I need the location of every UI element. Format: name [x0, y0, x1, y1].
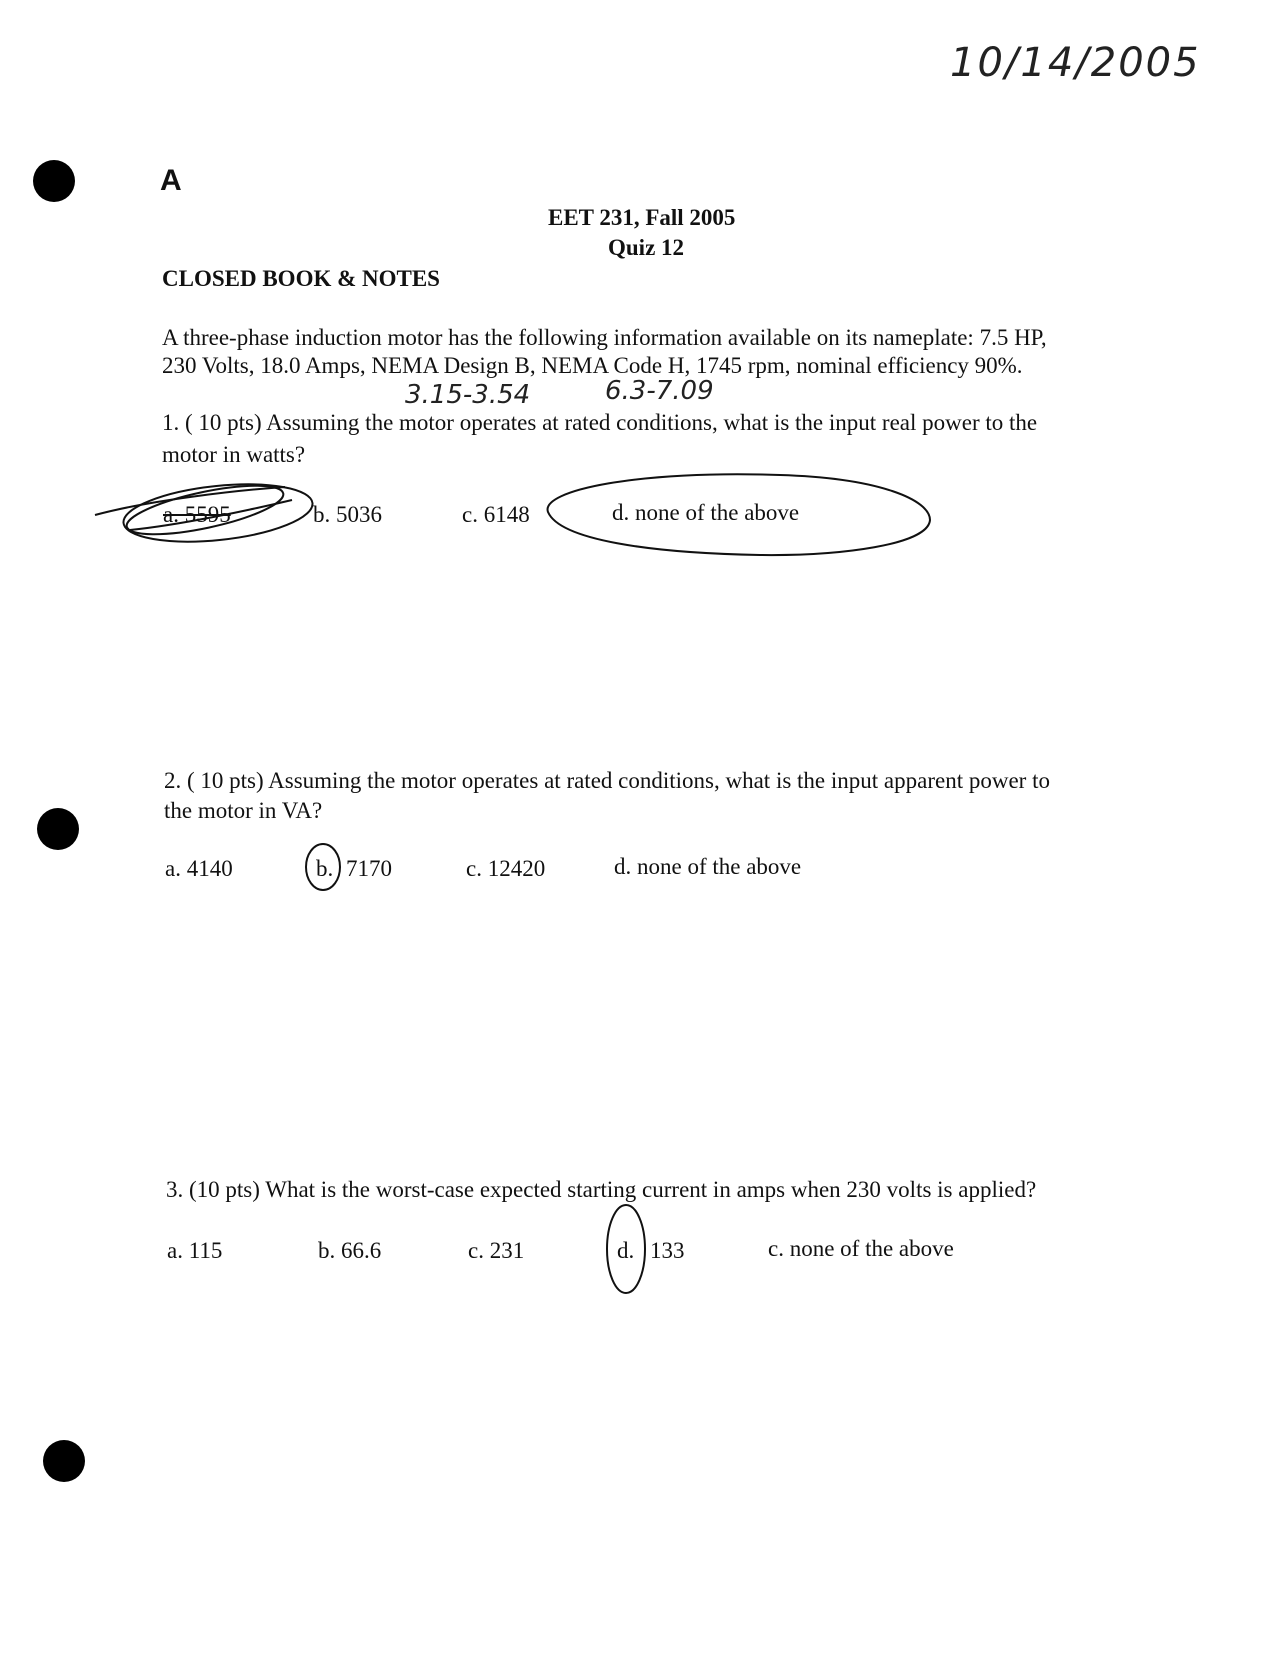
q3-line-1: 3. (10 pts) What is the worst-case expected starting current in amps when 230 volts is applied?: [166, 1177, 1037, 1202]
q1-option-c[interactable]: c. 6148: [462, 502, 530, 527]
intro-line-2: 230 Volts, 18.0 Amps, NEMA Design B, NEMA Code H, 1745 rpm, nominal efficiency 90%.: [162, 353, 1023, 378]
q2-option-b-value[interactable]: 7170: [346, 856, 392, 881]
q3-option-b[interactable]: b. 66.6: [318, 1238, 382, 1263]
handwritten-date: 10/14/2005: [950, 40, 1201, 86]
q3-option-a[interactable]: a. 115: [167, 1238, 223, 1263]
q2-line-2: the motor in VA?: [164, 798, 323, 823]
q2-option-a[interactable]: a. 4140: [165, 856, 233, 881]
q1-line-1: 1. ( 10 pts) Assuming the motor operates at rated conditions, what is the input real power to the: [162, 410, 1038, 435]
course-title: EET 231, Fall 2005: [548, 205, 736, 230]
q1-option-d[interactable]: d. none of the above: [612, 500, 800, 525]
q3-option-d-value[interactable]: 133: [650, 1238, 685, 1263]
punch-hole-1: [33, 160, 75, 202]
punch-hole-2: [37, 808, 79, 850]
quiz-title: Quiz 12: [608, 235, 685, 260]
q3-option-d-label[interactable]: d.: [617, 1238, 635, 1263]
q3-option-e[interactable]: c. none of the above: [768, 1236, 954, 1261]
version-letter: A: [160, 164, 182, 197]
q2-option-d[interactable]: d. none of the above: [614, 854, 802, 879]
q2-option-b-label[interactable]: b.: [316, 856, 334, 881]
q3-option-c[interactable]: c. 231: [468, 1238, 525, 1263]
margin-note-1: 3.15-3.54: [405, 380, 531, 410]
q1-line-2: motor in watts?: [162, 442, 306, 467]
intro-line-1: A three-phase induction motor has the following information available on its nameplate: 7.5 HP,: [162, 325, 1047, 350]
q2-line-1: 2. ( 10 pts) Assuming the motor operates at rated conditions, what is the input apparent power to: [164, 768, 1050, 793]
q2-option-c[interactable]: c. 12420: [466, 856, 546, 881]
q1-option-b[interactable]: b. 5036: [313, 502, 382, 527]
closed-book-note: CLOSED BOOK & NOTES: [162, 266, 440, 291]
q1-option-a[interactable]: a. 5595: [163, 502, 231, 527]
margin-note-2: 6.3-7.09: [605, 376, 714, 406]
punch-hole-3: [43, 1440, 85, 1482]
